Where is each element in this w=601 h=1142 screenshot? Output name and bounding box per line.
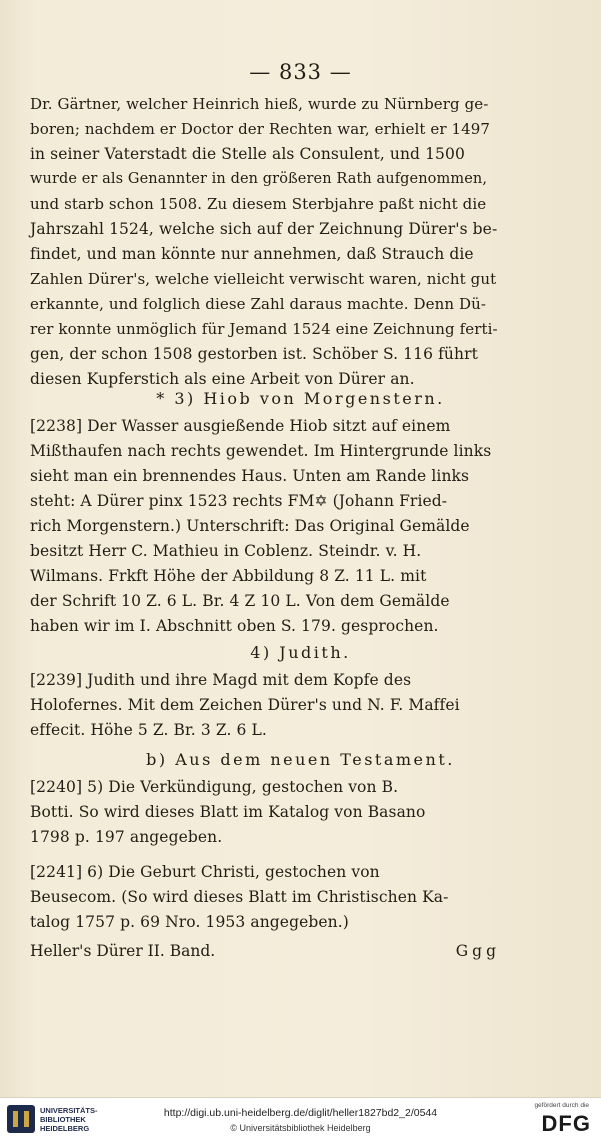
permalink-url[interactable]: http://digi.ub.uni-heidelberg.de/diglit/heller1827bd2_2/0544 <box>163 1107 438 1119</box>
text-line: gen, der schon 1508 gestorben ist. Schöber S. 116 führt <box>30 345 478 363</box>
text-line: effecit. Höhe 5 Z. Br. 3 Z. 6 L. <box>30 721 267 739</box>
signature-mark: Ggg <box>455 942 500 960</box>
text-line: der Schrift 10 Z. 6 L. Br. 4 Z 10 L. Von dem Gemälde <box>30 592 450 610</box>
copyright-notice: © Universitätsbibliothek Heidelberg <box>230 1123 371 1133</box>
entry-2240 <box>30 775 500 850</box>
paragraph-intro <box>30 92 500 392</box>
text-line: in seiner Vaterstadt die Stelle als Consulent, und 1500 <box>30 145 465 163</box>
text-line: steht: A Dürer pinx 1523 rechts FM✡ (Johann Fried- <box>30 492 448 510</box>
viewer-bottom-bar <box>0 1097 601 1142</box>
entry-2239 <box>30 668 500 743</box>
heading-hiob: * 3) Hiob von Morgenstern. <box>156 389 445 408</box>
text-line: rich Morgenstern.) Unterschrift: Das Original Gemälde <box>30 517 470 535</box>
library-logo-text: UNIVERSITÄTS- BIBLIOTHEK HEIDELBERG <box>40 1106 98 1133</box>
text-line: Botti. So wird dieses Blatt im Katalog von Basano <box>30 803 426 821</box>
text-line: haben wir im I. Abschnitt oben S. 179. gesprochen. <box>30 617 439 635</box>
dfg-funding-note: gefördert durch die <box>534 1102 589 1109</box>
heading-new-testament: b) Aus dem neuen Testament. <box>146 750 455 769</box>
text-line: findet, und man könnte nur annehmen, daß Strauch die <box>30 245 474 263</box>
text-line: talog 1757 p. 69 Nro. 1953 angegeben.) <box>30 913 349 931</box>
text-line: Dr. Gärtner, welcher Heinrich hieß, wurde zu Nürnberg ge- <box>30 95 489 113</box>
text-line: Mißthaufen nach rechts gewendet. Im Hintergrunde links <box>30 442 492 460</box>
footer-title: Heller's Dürer II. Band. <box>30 942 216 960</box>
text-line: [2238] Der Wasser ausgießende Hiob sitzt auf einem <box>30 417 451 435</box>
dfg-logo: DFG <box>541 1111 591 1136</box>
text-line: besitzt Herr C. Mathieu in Coblenz. Steindr. v. H. <box>30 542 422 560</box>
text-line: Beusecom. (So wird dieses Blatt im Christischen Ka- <box>30 888 449 906</box>
page-footer <box>30 942 500 960</box>
text-line: diesen Kupferstich als eine Arbeit von Dürer an. <box>30 370 415 388</box>
text-line: erkannte, und folglich diese Zahl daraus machte. Denn Dü- <box>30 295 487 313</box>
text-line: [2241] 6) Die Geburt Christi, gestochen von <box>30 863 380 881</box>
entry-2241 <box>30 860 500 935</box>
text-line: [2239] Judith und ihre Magd mit dem Kopfe des <box>30 671 412 689</box>
entry-2238 <box>30 414 500 639</box>
text-line: und starb schon 1508. Zu diesem Sterbjahre paßt nicht die <box>30 195 487 213</box>
heading-judith: 4) Judith. <box>250 643 351 662</box>
text-line: sieht man ein brennendes Haus. Unten am Rande links <box>30 467 470 485</box>
text-line: rer konnte unmöglich für Jemand 1524 eine Zeichnung ferti- <box>30 320 498 338</box>
page-number: — 833 — <box>249 60 352 84</box>
text-line: boren; nachdem er Doctor der Rechten war, erhielt er 1497 <box>30 120 491 138</box>
text-line: Holofernes. Mit dem Zeichen Dürer's und N. F. Maffei <box>30 696 460 714</box>
text-line: Wilmans. Frkft Höhe der Abbildung 8 Z. 11 L. mit <box>30 567 427 585</box>
text-line: 1798 p. 197 angegeben. <box>30 828 223 846</box>
text-line: Zahlen Dürer's, welche vielleicht verwischt waren, nicht gut <box>30 270 497 288</box>
text-line: Jahrszahl 1524, welche sich auf der Zeichnung Dürer's be- <box>30 220 498 238</box>
text-line: wurde er als Genannter in den größeren Rath aufgenommen, <box>30 171 488 187</box>
text-line: [2240] 5) Die Verkündigung, gestochen von B. <box>30 778 399 796</box>
